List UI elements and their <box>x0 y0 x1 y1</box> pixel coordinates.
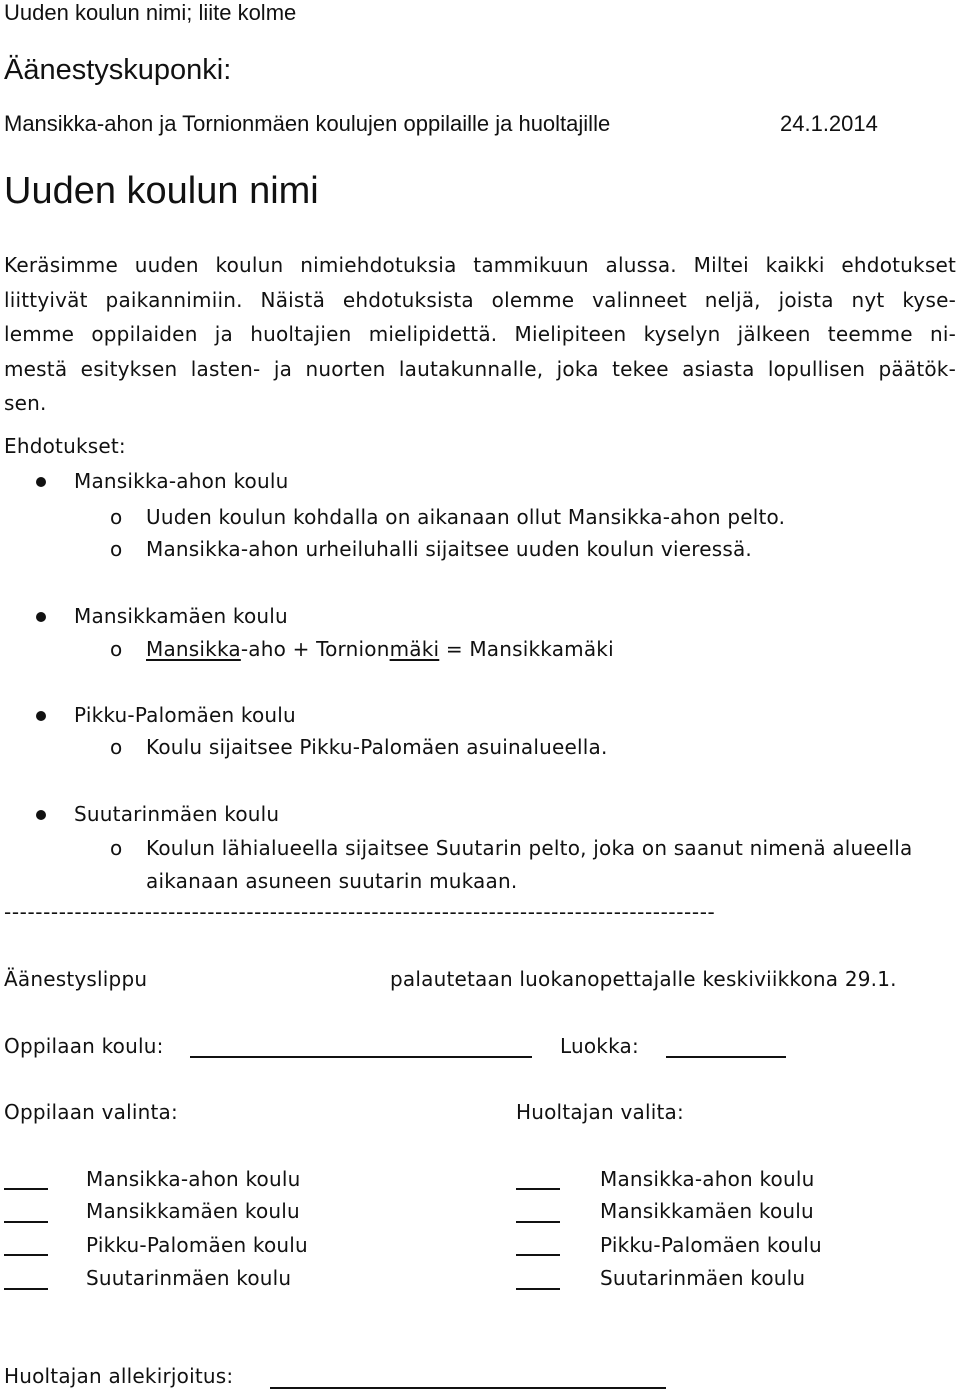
document-date: 24.1.2014 <box>780 111 878 136</box>
guardian-vote-blank[interactable] <box>516 1254 560 1256</box>
sub-bullet-icon: o <box>110 637 123 661</box>
intro-paragraph <box>4 248 956 421</box>
student-vote-blank[interactable] <box>4 1254 48 1256</box>
intro-line: liittyivät paikannimiin. Näistä ehdotuksista olemme valinneet neljä, joista nyt kyse- <box>4 287 956 312</box>
proposal-reason: Uuden koulun kohdalla on aikanaan ollut Mansikka-ahon pelto. <box>146 505 786 529</box>
sub-bullet-icon: o <box>110 505 123 529</box>
formula-part: -aho + Tornion <box>240 637 390 661</box>
student-vote-blank[interactable] <box>4 1288 48 1290</box>
intro-line: sen. <box>4 391 47 415</box>
student-option: Mansikka-ahon koulu <box>86 1167 301 1191</box>
student-option: Pikku-Palomäen koulu <box>86 1233 308 1257</box>
proposal-reason: Koulu sijaitsee Pikku-Palomäen asuinalueella. <box>146 735 608 759</box>
proposals-label: Ehdotukset: <box>4 434 126 458</box>
guardian-vote-blank[interactable] <box>516 1188 560 1190</box>
proposal-name: Suutarinmäen koulu <box>74 802 280 826</box>
proposal-name: Mansikka-ahon koulu <box>74 469 289 493</box>
class-label: Luokka: <box>560 1034 639 1058</box>
guardian-choice-label: Huoltajan valita: <box>516 1100 684 1124</box>
guardian-option: Suutarinmäen koulu <box>600 1266 806 1290</box>
guardian-option: Mansikka-ahon koulu <box>600 1167 815 1191</box>
proposal-reason: aikanaan asuneen suutarin mukaan. <box>146 869 518 893</box>
sub-bullet-icon: o <box>110 836 123 860</box>
class-field[interactable] <box>666 1056 786 1058</box>
cut-line-separator: ------------------------------------------------------------------------------------------- <box>4 900 716 924</box>
formula-underlined-part: Mansikka <box>146 637 241 661</box>
student-choice-label: Oppilaan valinta: <box>4 1100 178 1124</box>
school-field[interactable] <box>190 1056 532 1058</box>
ballot-title: Äänestyslippu <box>4 967 148 991</box>
guardian-vote-blank[interactable] <box>516 1288 560 1290</box>
student-option: Suutarinmäen koulu <box>86 1266 292 1290</box>
audience-line: Mansikka-ahon ja Tornionmäen koulujen oppilaille ja huoltajille <box>4 111 611 136</box>
proposal-name: Pikku-Palomäen koulu <box>74 703 296 727</box>
proposal-reason: Mansikka-ahon urheiluhalli sijaitsee uuden koulun vieressä. <box>146 537 752 561</box>
document-title: Uuden koulun nimi; liite kolme <box>4 0 297 25</box>
guardian-option: Mansikkamäen koulu <box>600 1199 814 1223</box>
ballot-return-note: palautetaan luokanopettajalle keskiviikkona 29.1. <box>390 967 897 991</box>
signature-label: Huoltajan allekirjoitus: <box>4 1364 234 1388</box>
signature-field[interactable] <box>270 1387 666 1389</box>
guardian-vote-blank[interactable] <box>516 1221 560 1223</box>
student-vote-blank[interactable] <box>4 1188 48 1190</box>
student-vote-blank[interactable] <box>4 1221 48 1223</box>
sub-bullet-icon: o <box>110 735 123 759</box>
sub-bullet-icon: o <box>110 537 123 561</box>
bullet-icon <box>36 810 46 820</box>
proposal-reason: Koulun lähialueella sijaitsee Suutarin pelto, joka on saanut nimenä alueella <box>146 836 913 860</box>
bullet-icon <box>36 612 46 622</box>
main-heading: Uuden koulun nimi <box>4 170 319 212</box>
proposal-name: Mansikkamäen koulu <box>74 604 288 628</box>
intro-line: lemme oppilaiden ja huoltajien mielipidettä. Mielipiteen kyselyn jälkeen teemme ni- <box>4 322 956 346</box>
school-label: Oppilaan koulu: <box>4 1034 164 1058</box>
bullet-icon <box>36 477 46 487</box>
student-option: Mansikkamäen koulu <box>86 1199 300 1223</box>
bullet-icon <box>36 711 46 721</box>
formula-part: = Mansikkamäki <box>439 637 614 661</box>
intro-line: Keräsimme uuden koulun nimiehdotuksia tammikuun alussa. Miltei kaikki ehdotukset <box>4 253 956 277</box>
formula-underlined-part: mäki <box>389 637 440 661</box>
guardian-option: Pikku-Palomäen koulu <box>600 1233 822 1257</box>
ballot-subtitle: Äänestyskuponki: <box>4 54 232 86</box>
proposal-formula <box>146 637 614 661</box>
intro-line: mestä esityksen lasten- ja nuorten lautakunnalle, joka tekee asiasta lopullisen päätök- <box>4 356 956 381</box>
